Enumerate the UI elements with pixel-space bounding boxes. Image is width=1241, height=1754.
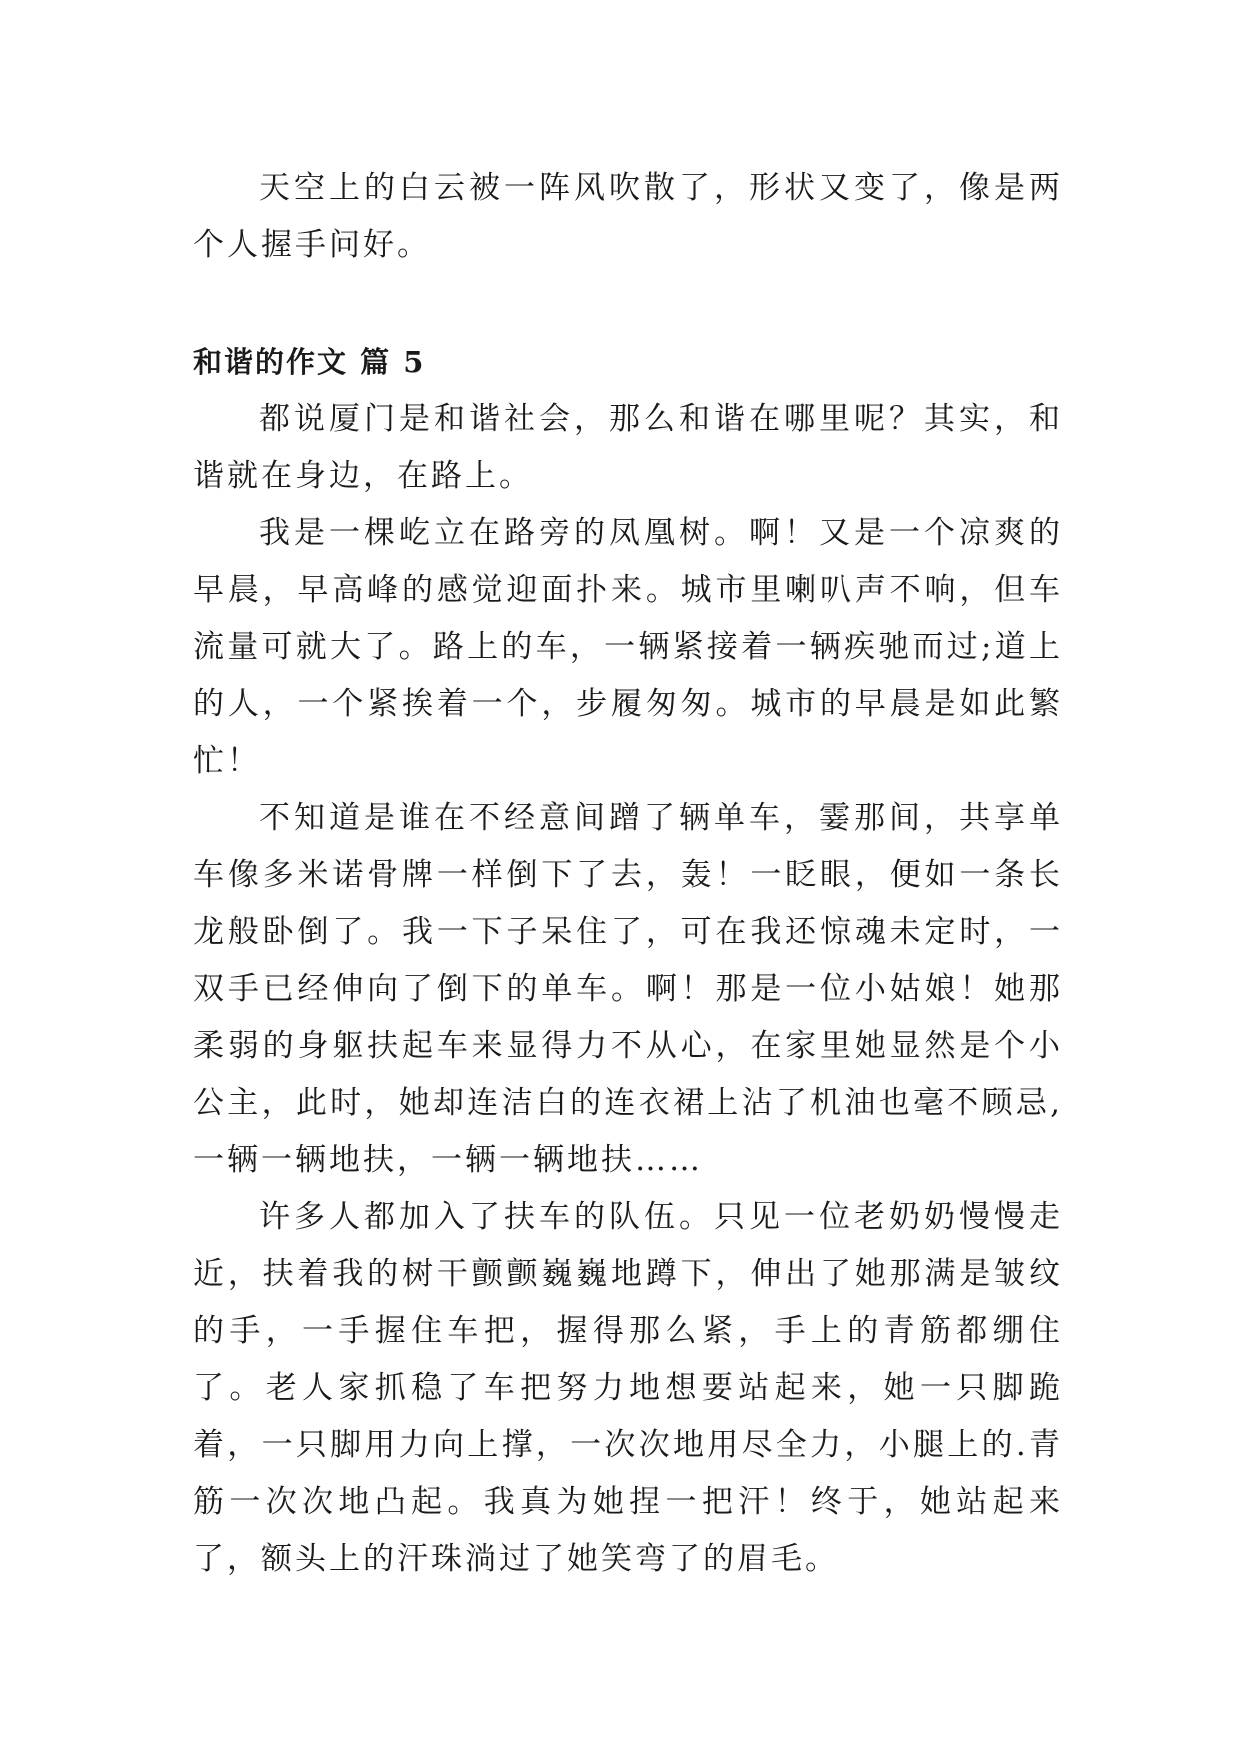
section-heading: 和谐的作文 篇 5: [193, 345, 426, 379]
document-page: [193, 160, 1063, 1588]
body-paragraph-2: 我是一棵屹立在路旁的凤凰树。啊！又是一个凉爽的早晨，早高峰的感觉迎面扑来。城市里喇叭声不响，但车流量可就大了。路上的车，一辆紧接着一辆疾驰而过;道上的人，一个紧挨着一个，步履匆匆。城市的早晨是如此繁忙！: [193, 515, 1063, 779]
body-paragraph-1: 都说厦门是和谐社会，那么和谐在哪里呢？其实，和谐就在身边，在路上。: [193, 401, 1063, 494]
intro-paragraph: 天空上的白云被一阵风吹散了，形状又变了，像是两个人握手问好。: [193, 170, 1063, 263]
body-paragraph-3: 不知道是谁在不经意间蹭了辆单车，霎那间，共享单车像多米诺骨牌一样倒下了去，轰！一眨眼，便如一条长龙般卧倒了。我一下子呆住了，可在我还惊魂未定时，一双手已经伸向了倒下的单车。啊！那是一位小姑娘！她那柔弱的身躯扶起车来显得力不从心，在家里她显然是个小公主，此时，她却连洁白的连衣裙上沾了机油也毫不顾忌,一辆一辆地扶，一辆一辆地扶……: [193, 800, 1063, 1178]
body-paragraph-4: 许多人都加入了扶车的队伍。只见一位老奶奶慢慢走近，扶着我的树干颤颤巍巍地蹲下，伸出了她那满是皱纹的手，一手握住车把，握得那么紧，手上的青筋都绷住了。老人家抓稳了车把努力地想要站起来，她一只脚跪着，一只脚用力向上撑，一次次地用尽全力，小腿上的.青筋一次次地凸起。我真为她捏一把汗！终于，她站起来了，额头上的汗珠淌过了她笑弯了的眉毛。: [193, 1199, 1063, 1577]
